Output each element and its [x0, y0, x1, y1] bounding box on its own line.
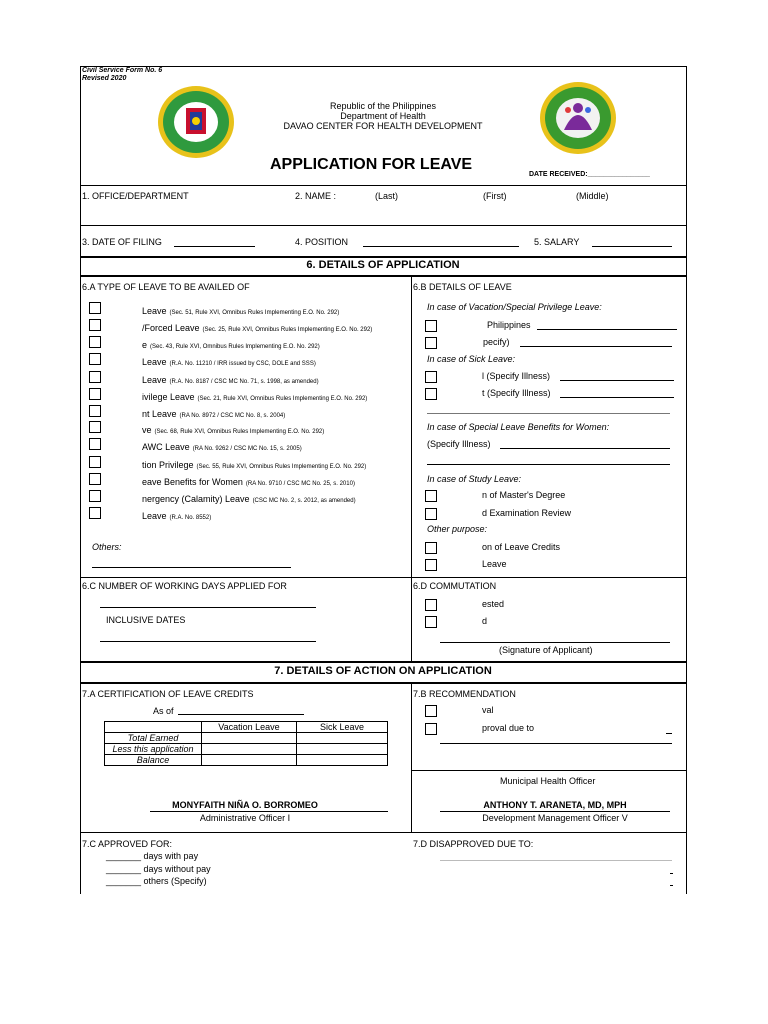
- frame-left: [80, 66, 81, 894]
- name-last-label: (Last): [375, 191, 399, 201]
- header-department: Department of Health: [340, 111, 426, 121]
- leave-type-reference: (R.A. No. 8187 / CSC MC No. 71, s. 1998, as amended): [169, 379, 319, 385]
- 6a-title: 6.A TYPE OF LEAVE TO BE AVAILED OF: [82, 282, 250, 292]
- leave-type-reference: (Sec. 55, Rule XVI, Omnibus Rules Implementing E.O. No. 292): [196, 464, 367, 470]
- sick-line-3[interactable]: [427, 413, 670, 414]
- recommendation-option-2: proval due to: [482, 723, 535, 733]
- disapproved-line-3[interactable]: [670, 885, 673, 886]
- leave-type-reference: (R.A. No. 11210 / IRR issued by CSC, DOLE and SSS): [169, 361, 316, 367]
- signatory-2-position: Development Management Officer V: [482, 813, 628, 823]
- form-revised: Revised 2020: [82, 75, 127, 82]
- salary-line[interactable]: [592, 246, 672, 247]
- leave-type-checkbox[interactable]: [89, 438, 101, 450]
- divider-6cd: [411, 577, 412, 661]
- rule-7b-inner: [411, 770, 686, 771]
- row-less-application: Less this application: [105, 744, 202, 755]
- rule-s7-bottom: [80, 682, 686, 684]
- table-row: [105, 744, 388, 755]
- applicant-signature-line[interactable]: [440, 642, 670, 643]
- study-option-2: d Examination Review: [482, 508, 572, 518]
- leave-type-name: ve: [142, 425, 152, 435]
- as-of-line[interactable]: [178, 714, 304, 715]
- checkbox-within-philippines[interactable]: [425, 320, 437, 332]
- leave-type-label: [142, 301, 339, 319]
- row-total-earned: Total Earned: [105, 733, 202, 744]
- inclusive-dates-line[interactable]: [100, 641, 316, 642]
- other-option-1: on of Leave Credits: [482, 542, 561, 552]
- study-option-1: n of Master's Degree: [482, 490, 566, 500]
- leave-type-name: Leave: [142, 357, 167, 367]
- name-first-label: (First): [483, 191, 507, 201]
- other-option-2: Leave: [482, 559, 507, 569]
- leave-type-checkbox[interactable]: [89, 388, 101, 400]
- divider-7ab: [411, 684, 412, 832]
- leave-type-checkbox[interactable]: [89, 473, 101, 485]
- checkbox-abroad[interactable]: [425, 337, 437, 349]
- working-days-line[interactable]: [100, 607, 316, 608]
- leave-type-label: [142, 318, 372, 336]
- table-row: [105, 755, 388, 766]
- leave-type-label: [142, 420, 324, 438]
- checkbox-requested[interactable]: [425, 616, 437, 628]
- as-of-label: As of: [153, 706, 174, 716]
- other-purpose-heading: Other purpose:: [427, 524, 488, 534]
- leave-type-label: [142, 437, 302, 455]
- cell-vacation[interactable]: [202, 755, 297, 766]
- 6c-title: 6.C NUMBER OF WORKING DAYS APPLIED FOR: [82, 581, 287, 591]
- leave-type-reference: (RA No. 9710 / CSC MC No. 25, s. 2010): [245, 481, 355, 487]
- others-label: Others:: [92, 542, 122, 552]
- 7a-title: 7.A CERTIFICATION OF LEAVE CREDITS: [82, 689, 254, 699]
- leave-type-name: Leave: [142, 306, 167, 316]
- vacation-option-2: pecify): [483, 337, 510, 347]
- section6-title: 6. DETAILS OF APPLICATION: [306, 259, 460, 271]
- page-title: APPLICATION FOR LEAVE: [270, 156, 473, 173]
- leave-type-name: eave Benefits for Women: [142, 477, 243, 487]
- leave-type-reference: (Sec. 21, Rule XVI, Omnibus Rules Implementing E.O. No. 292): [197, 396, 368, 402]
- disapproval-line-2[interactable]: [440, 743, 672, 744]
- leave-type-label: [142, 506, 211, 524]
- rule-s6-bottom: [80, 275, 686, 277]
- women-heading: In case of Special Leave Benefits for Women:: [427, 422, 610, 432]
- 6d-title: 6.D COMMUTATION: [413, 581, 497, 591]
- doh-davao-region-logo: [538, 80, 618, 156]
- officer-title: Municipal Health Officer: [500, 776, 596, 786]
- salary-label: 5. SALARY: [534, 237, 580, 247]
- name-middle-label: (Middle): [576, 191, 609, 201]
- applicant-signature-label: (Signature of Applicant): [499, 645, 593, 655]
- signatory-1-position: Administrative Officer I: [199, 813, 291, 823]
- checkbox-in-hospital[interactable]: [425, 371, 437, 383]
- cell-sick[interactable]: [297, 744, 388, 755]
- rule-7cd-top: [80, 832, 686, 833]
- others-line[interactable]: [92, 567, 291, 568]
- leave-type-checkbox[interactable]: [89, 302, 101, 314]
- leave-type-checkbox[interactable]: [89, 319, 101, 331]
- leave-type-label: [142, 335, 320, 353]
- leave-type-reference: (Sec. 25, Rule XVI, Omnibus Rules Implementing E.O. No. 292): [202, 327, 373, 333]
- header-republic: Republic of the Philippines: [329, 101, 437, 111]
- women-option-1: (Specify Illness): [427, 439, 491, 449]
- vacation-heading: In case of Vacation/Special Privilege Leave:: [427, 302, 602, 312]
- vacation-option-1: Philippines: [487, 320, 531, 330]
- col-sick-leave: Sick Leave: [297, 722, 388, 733]
- leave-type-checkbox[interactable]: [89, 353, 101, 365]
- leave-type-name: AWC Leave: [142, 442, 190, 452]
- leave-type-reference: (RA No. 9262 / CSC MC No. 15, s. 2005): [192, 446, 302, 452]
- date-of-filing-label: 3. DATE OF FILING: [82, 237, 162, 247]
- approved-days-with-pay[interactable]: _______ days with pay: [106, 851, 199, 861]
- leave-type-checkbox[interactable]: [89, 405, 101, 417]
- cell-vacation[interactable]: [202, 733, 297, 744]
- name-label: 2. NAME :: [295, 191, 337, 201]
- leave-type-reference: (R.A. No. 8552): [169, 515, 212, 521]
- checkbox-out-patient[interactable]: [425, 388, 437, 400]
- signatory-2-line: [440, 811, 670, 812]
- leave-type-name: nt Leave: [142, 409, 177, 419]
- approved-others[interactable]: _______ others (Specify): [106, 876, 207, 886]
- approved-days-without-pay[interactable]: _______ days without pay: [106, 864, 211, 874]
- leave-type-reference: (RA No. 8972 / CSC MC No. 8, s. 2004): [179, 413, 286, 419]
- leave-type-name: /Forced Leave: [142, 323, 200, 333]
- table-corner-cell: [105, 722, 202, 733]
- table-header-row: [105, 722, 388, 733]
- recommendation-option-1: val: [482, 705, 494, 715]
- disapproval-line-1[interactable]: [666, 733, 672, 734]
- inclusive-dates-label: INCLUSIVE DATES: [106, 615, 186, 625]
- leave-type-checkbox[interactable]: [89, 490, 101, 502]
- rule-filing-top: [80, 225, 686, 226]
- row-balance: Balance: [105, 755, 202, 766]
- leave-type-checkbox[interactable]: [89, 507, 101, 519]
- table-row: [105, 733, 388, 744]
- sick-line-2[interactable]: [560, 397, 674, 398]
- divider-6ab: [411, 277, 412, 577]
- sick-heading: In case of Sick Leave:: [427, 354, 516, 364]
- position-line[interactable]: [363, 246, 519, 247]
- disapproved-line-2[interactable]: [670, 873, 673, 874]
- commutation-option-2: d: [482, 616, 488, 626]
- checkbox-monetization[interactable]: [425, 542, 437, 554]
- leave-type-name: tion Privilege: [142, 460, 194, 470]
- women-line-2[interactable]: [427, 464, 670, 465]
- checkbox-bar-review[interactable]: [425, 508, 437, 520]
- leave-type-checkbox[interactable]: [89, 456, 101, 468]
- 7d-title: 7.D DISAPPROVED DUE TO:: [413, 839, 534, 849]
- leave-type-label: [142, 352, 316, 370]
- cell-sick[interactable]: [297, 733, 388, 744]
- leave-type-label: [142, 370, 319, 388]
- office-label: 1. OFFICE/DEPARTMENT: [82, 191, 189, 201]
- checkbox-for-disapproval[interactable]: [425, 723, 437, 735]
- cell-vacation[interactable]: [202, 744, 297, 755]
- leave-type-name: nergency (Calamity) Leave: [142, 494, 250, 504]
- leave-type-checkbox[interactable]: [89, 421, 101, 433]
- 7c-title: 7.C APPROVED FOR:: [82, 839, 173, 849]
- leave-type-label: [142, 455, 366, 473]
- leave-type-name: ivilege Leave: [142, 392, 195, 402]
- col-vacation-leave: Vacation Leave: [202, 722, 297, 733]
- leave-type-label: [142, 387, 367, 405]
- rule-6cd-top: [80, 577, 686, 578]
- checkbox-for-approval[interactable]: [425, 705, 437, 717]
- study-heading: In case of Study Leave:: [427, 474, 522, 484]
- signatory-2-name: ANTHONY T. ARANETA, MD, MPH: [483, 800, 627, 810]
- header-center: DAVAO CENTER FOR HEALTH DEVELOPMENT: [283, 121, 483, 131]
- form-number: Civil Service Form No. 6: [82, 67, 163, 74]
- vacation-line-2[interactable]: [520, 346, 672, 347]
- frame-right: [686, 66, 687, 894]
- 7b-title: 7.B RECOMMENDATION: [413, 689, 516, 699]
- leave-type-label: [142, 489, 356, 507]
- signatory-1-line: [150, 811, 388, 812]
- rule-office-top: [80, 185, 686, 186]
- 6b-title: 6.B DETAILS OF LEAVE: [413, 282, 512, 292]
- rule-s7-top: [80, 661, 686, 663]
- leave-type-name: Leave: [142, 375, 167, 385]
- leave-type-reference: (Sec. 51, Rule XVI, Omnibus Rules Implementing E.O. No. 292): [169, 310, 340, 316]
- leave-type-label: [142, 472, 355, 490]
- position-label: 4. POSITION: [295, 237, 349, 247]
- sick-line-1[interactable]: [560, 380, 674, 381]
- frame-top: [80, 66, 686, 67]
- date-received: DATE RECEIVED:________________: [529, 171, 650, 178]
- leave-type-reference: (Sec. 68, Rule XVI, Omnibus Rules Implementing E.O. No. 292): [154, 429, 325, 435]
- leave-type-name: e: [142, 340, 148, 350]
- leave-type-checkbox[interactable]: [89, 371, 101, 383]
- disapproved-line-1[interactable]: [440, 860, 672, 861]
- leave-credits-table: [104, 721, 388, 766]
- leave-type-name: Leave: [142, 511, 167, 521]
- checkbox-terminal-leave[interactable]: [425, 559, 437, 571]
- leave-type-checkbox[interactable]: [89, 336, 101, 348]
- signatory-1-name: MONYFAITH NIÑA O. BORROMEO: [172, 800, 318, 810]
- checkbox-masters-degree[interactable]: [425, 490, 437, 502]
- doh-seal-logo: [156, 84, 236, 160]
- sick-option-2: t (Specify Illness): [482, 388, 551, 398]
- rule-s6-top: [80, 256, 686, 258]
- sick-option-1: l (Specify Illness): [482, 371, 551, 381]
- leave-type-reference: (Sec. 43, Rule XVI, Omnibus Rules Implementing E.O. No. 292): [150, 344, 320, 350]
- date-of-filing-line[interactable]: [174, 246, 255, 247]
- vacation-line-1[interactable]: [537, 329, 677, 330]
- section7-title: 7. DETAILS OF ACTION ON APPLICATION: [274, 665, 492, 677]
- commutation-option-1: ested: [482, 599, 505, 609]
- women-line-1[interactable]: [500, 448, 670, 449]
- leave-type-reference: (CSC MC No. 2, s. 2012, as amended): [252, 498, 356, 504]
- checkbox-not-requested[interactable]: [425, 599, 437, 611]
- cell-sick[interactable]: [297, 755, 388, 766]
